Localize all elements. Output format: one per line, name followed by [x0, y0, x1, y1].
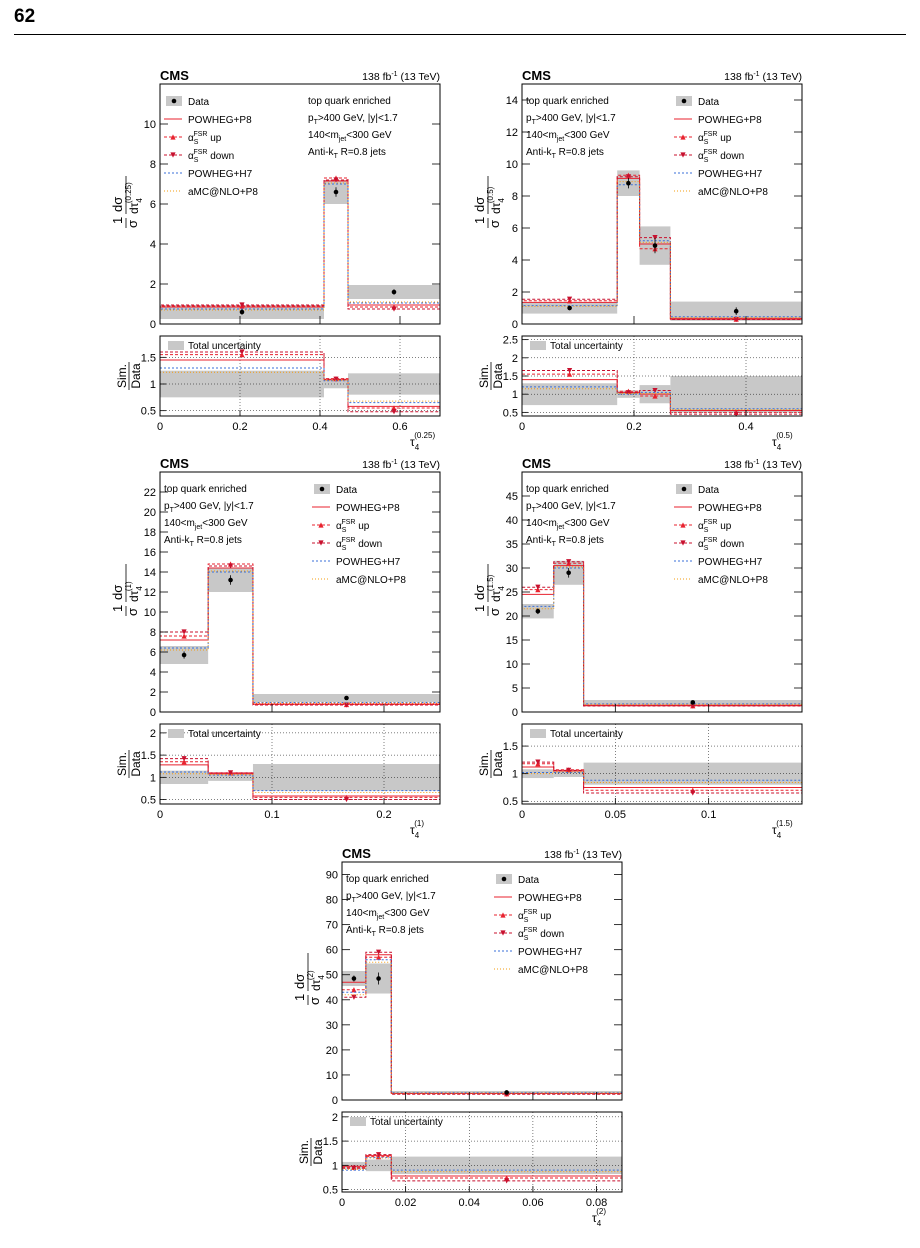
data-point — [344, 696, 349, 701]
ratio-y-label-num: Sim. — [477, 752, 491, 776]
x-tick-label: 0.4 — [312, 421, 328, 433]
legend-label: aMC@NLO+P8 — [188, 187, 258, 198]
data-point — [240, 310, 245, 315]
fig-tau4-025 — [108, 66, 450, 454]
y-tick-label: 10 — [325, 1069, 338, 1082]
selection-text: Anti-$k_T$ R=0.8 jets — [346, 925, 424, 938]
y-tick-label: 2 — [149, 279, 156, 291]
x-tick-label: 0 — [518, 421, 526, 433]
y-tick-label: 0 — [149, 707, 156, 719]
ratio-y-label-den: Data — [491, 363, 505, 389]
ratio-y-tick-label: 1 — [511, 389, 518, 402]
x-tick-label: 0.2 — [626, 421, 642, 433]
selection-text: $p_T>400$ GeV, |y|<1.7 — [164, 501, 254, 514]
y-axis-label-sigma: σ — [487, 607, 502, 616]
y-axis-label-num: dσ — [472, 196, 487, 212]
y-axis-label — [110, 564, 144, 616]
x-tick-label: 0.1 — [701, 809, 717, 821]
selection-text: Anti-$k_T$ R=0.8 jets — [164, 535, 242, 548]
legend-label: POWHEG+P8 — [336, 503, 400, 514]
legend-label: POWHEG+H7 — [518, 947, 583, 958]
y-tick-label: 12 — [505, 127, 518, 139]
legend-label: POWHEG+H7 — [698, 169, 763, 180]
y-tick-label: 6 — [149, 647, 156, 659]
x-tick-label: 0 — [338, 1197, 346, 1209]
legend-label: $\alpha_SFSR$ up — [336, 519, 370, 534]
ratio-y-tick-label: 1.5 — [322, 1136, 338, 1149]
y-axis-label-den: $d\tau_4(1)$ — [124, 581, 144, 602]
selection-text: $140<m_{jet}<300$ GeV — [346, 908, 430, 921]
y-axis-label-num: dσ — [110, 196, 125, 212]
x-axis-label: $\tau_4(2)$ — [592, 1207, 606, 1228]
lumi-label: 138 $fb^{-1}$ (13 TeV) — [724, 71, 802, 83]
y-tick-label: 8 — [511, 191, 518, 203]
ratio-y-tick-label: 1 — [511, 768, 518, 781]
sim-series-line — [160, 184, 440, 324]
ratio-y-axis-label — [477, 750, 505, 778]
legend-data-marker — [682, 99, 687, 104]
legend-label: Data — [698, 485, 720, 496]
ratio-uncertainty-band — [584, 763, 802, 785]
sim-series-line — [522, 567, 802, 712]
y-tick-label: 0 — [511, 707, 518, 719]
data-point — [334, 190, 339, 195]
data-point — [392, 290, 397, 295]
legend-label: POWHEG+P8 — [518, 893, 582, 904]
selection-text: $p_T>400$ GeV, |y|<1.7 — [346, 891, 436, 904]
ratio-y-tick-label: 1.5 — [140, 750, 156, 763]
sim-series-line — [160, 566, 440, 712]
cms-label: CMS — [342, 846, 371, 861]
y-tick-label: 5 — [511, 683, 518, 695]
data-point — [182, 653, 187, 658]
ratio-y-axis-label — [115, 750, 143, 778]
data-point — [228, 578, 233, 583]
ratio-legend-swatch — [530, 729, 546, 738]
legend-label: Data — [336, 485, 358, 496]
legend-data-marker — [502, 877, 507, 882]
ratio-y-label-den: Data — [491, 751, 505, 777]
y-tick-label: 2 — [511, 287, 518, 299]
y-axis-label — [292, 953, 326, 1005]
x-tick-label: 0.2 — [376, 809, 392, 821]
legend-label: aMC@NLO+P8 — [698, 575, 768, 586]
y-axis-label-sigma: σ — [125, 219, 140, 228]
ratio-legend-swatch — [530, 341, 546, 350]
y-tick-label: 10 — [143, 607, 156, 619]
legend-label: POWHEG+P8 — [698, 503, 762, 514]
selection-text: $p_T>400$ GeV, |y|<1.7 — [526, 501, 616, 514]
data-point — [691, 700, 696, 705]
x-tick-label: 0.1 — [264, 809, 280, 821]
y-tick-label: 90 — [325, 869, 338, 882]
y-axis-label-num: dσ — [472, 584, 487, 600]
y-tick-label: 25 — [505, 587, 518, 599]
y-tick-label: 60 — [325, 944, 338, 957]
ratio-y-tick-label: 0.5 — [322, 1184, 338, 1197]
cms-label: CMS — [522, 456, 551, 471]
legend-label: POWHEG+H7 — [698, 557, 763, 568]
ratio-y-tick-label: 0.5 — [502, 407, 518, 420]
legend-label: Data — [188, 97, 210, 108]
ratio-y-label-num: Sim. — [115, 752, 129, 776]
ratio-legend-swatch — [168, 341, 184, 350]
y-axis-label-num: dσ — [110, 584, 125, 600]
ratio-y-tick-label: 1.5 — [140, 352, 156, 365]
lumi-label: 138 $fb^{-1}$ (13 TeV) — [362, 459, 440, 471]
ratio-y-label-den: Data — [129, 363, 143, 389]
legend-data-marker — [320, 487, 325, 492]
x-tick-label: 0.05 — [604, 809, 627, 821]
legend-label: $\alpha_SFSR$ down — [336, 537, 383, 552]
legend-label: $\alpha_SFSR$ down — [518, 927, 565, 942]
sim-series-line — [522, 568, 802, 712]
y-axis-label-sigma: σ — [487, 219, 502, 228]
x-axis-label: $\tau_4(1.5)$ — [772, 819, 793, 840]
x-tick-label: 0.6 — [392, 421, 408, 433]
x-tick-label: 0.04 — [458, 1197, 480, 1209]
data-point — [567, 306, 572, 311]
y-tick-label: 15 — [505, 635, 518, 647]
data-point — [376, 976, 381, 981]
ratio-y-axis-label — [115, 362, 143, 390]
y-axis-label — [472, 176, 506, 228]
y-tick-label: 2 — [149, 687, 156, 699]
ratio-y-tick-label: 2.5 — [502, 334, 518, 347]
data-point — [653, 243, 658, 248]
data-point — [536, 609, 541, 614]
data-point — [626, 181, 631, 186]
data-point — [566, 571, 571, 576]
y-tick-label: 0 — [149, 319, 156, 331]
ratio-y-tick-label: 1 — [331, 1160, 338, 1173]
y-tick-label: 14 — [505, 95, 518, 107]
legend-label: $\alpha_SFSR$ down — [698, 149, 745, 164]
ratio-series-marker — [690, 790, 695, 795]
ratio-y-axis-label — [297, 1138, 325, 1166]
y-axis-label-den: $d\tau_4(0.5)$ — [486, 186, 506, 214]
y-axis-label — [472, 564, 506, 616]
legend-label: aMC@NLO+P8 — [336, 575, 406, 586]
y-tick-label: 16 — [143, 547, 156, 559]
y-axis-label-sigma: σ — [307, 996, 322, 1005]
cms-label: CMS — [160, 456, 189, 471]
lumi-label: 138 $fb^{-1}$ (13 TeV) — [544, 849, 622, 861]
data-point — [734, 309, 739, 314]
ratio-legend-label: Total uncertainty — [550, 729, 623, 740]
y-tick-label: 22 — [143, 487, 156, 499]
lumi-label: 138 $fb^{-1}$ (13 TeV) — [724, 459, 802, 471]
y-axis-label-num: dσ — [292, 973, 307, 989]
ratio-legend-label: Total uncertainty — [188, 729, 261, 740]
sim-series-line — [160, 572, 440, 712]
legend-label: POWHEG+H7 — [336, 557, 401, 568]
y-tick-label: 0 — [331, 1095, 338, 1107]
y-tick-label: 0 — [511, 319, 518, 331]
y-tick-label: 30 — [325, 1019, 338, 1032]
header-rule — [14, 34, 906, 35]
legend-label: POWHEG+P8 — [698, 115, 762, 126]
y-tick-label: 6 — [511, 223, 518, 235]
legend-label: POWHEG+P8 — [188, 115, 252, 126]
legend-label: $\alpha_SFSR$ up — [518, 909, 552, 924]
y-axis-label-den: $d\tau_4(2)$ — [306, 970, 326, 991]
y-tick-label: 6 — [149, 199, 156, 211]
y-tick-label: 18 — [143, 527, 156, 539]
legend-label: $\alpha_SFSR$ up — [698, 131, 732, 146]
fig-tau4-05 — [470, 66, 812, 454]
selection-text: top quark enriched — [164, 484, 247, 495]
legend-label: Data — [698, 97, 720, 108]
ratio-y-label-num: Sim. — [477, 364, 491, 388]
ratio-y-tick-label: 0.5 — [502, 796, 518, 809]
y-tick-label: 50 — [325, 969, 338, 982]
ratio-y-label-num: Sim. — [297, 1140, 311, 1164]
ratio-y-tick-label: 0.5 — [140, 405, 156, 418]
ratio-legend-swatch — [350, 1117, 366, 1126]
lumi-label: 138 $fb^{-1}$ (13 TeV) — [362, 71, 440, 83]
legend-data-marker — [682, 487, 687, 492]
selection-text: top quark enriched — [308, 96, 391, 107]
y-axis-label-sigma: σ — [125, 607, 140, 616]
selection-text: Anti-$k_T$ R=0.8 jets — [308, 147, 386, 160]
x-axis-label: $\tau_4(0.25)$ — [410, 431, 436, 452]
y-axis-label-frac: 1 — [472, 604, 487, 612]
ratio-y-tick-label: 2 — [331, 1111, 338, 1124]
fig-tau4-2 — [290, 844, 632, 1228]
cms-label: CMS — [522, 68, 551, 83]
selection-text: $140<m_{jet}<300$ GeV — [308, 130, 392, 143]
selection-text: top quark enriched — [526, 484, 609, 495]
selection-text: $140<m_{jet}<300$ GeV — [526, 130, 610, 143]
selection-text: $140<m_{jet}<300$ GeV — [526, 518, 610, 531]
x-tick-label: 0.02 — [394, 1197, 417, 1209]
y-tick-label: 4 — [149, 667, 156, 679]
ratio-y-tick-label: 2 — [149, 727, 156, 740]
ratio-y-tick-label: 2 — [511, 352, 518, 365]
selection-text: Anti-$k_T$ R=0.8 jets — [526, 535, 604, 548]
sim-series-line — [160, 568, 440, 712]
x-tick-label: 0.4 — [738, 421, 754, 433]
y-axis-label-frac: 1 — [110, 604, 125, 612]
y-tick-label: 20 — [505, 611, 518, 623]
fig-tau4-15 — [470, 454, 812, 844]
x-tick-label: 0.08 — [585, 1197, 608, 1209]
ratio-legend-label: Total uncertainty — [550, 341, 623, 352]
y-tick-label: 10 — [505, 159, 518, 171]
y-axis-label-frac: 1 — [472, 216, 487, 224]
legend-label: aMC@NLO+P8 — [698, 187, 768, 198]
y-tick-label: 12 — [143, 587, 156, 599]
x-tick-label: 0 — [156, 809, 164, 821]
ratio-y-label-num: Sim. — [115, 364, 129, 388]
ratio-y-label-den: Data — [311, 1139, 325, 1165]
x-axis-label: $\tau_4(1)$ — [410, 819, 424, 840]
legend-label: $\alpha_SFSR$ up — [698, 519, 732, 534]
ratio-y-tick-label: 1.5 — [502, 741, 518, 754]
y-tick-label: 4 — [511, 255, 518, 267]
x-tick-label: 0.2 — [232, 421, 248, 433]
legend-label: $\alpha_SFSR$ down — [188, 149, 235, 164]
data-point — [504, 1090, 509, 1095]
y-tick-label: 20 — [325, 1044, 338, 1057]
legend-data-marker — [172, 99, 177, 104]
legend-label: $\alpha_SFSR$ down — [698, 537, 745, 552]
y-tick-label: 10 — [505, 659, 518, 671]
legend-label: aMC@NLO+P8 — [518, 965, 588, 976]
x-tick-label: 0 — [518, 809, 526, 821]
sim-series-line — [522, 566, 802, 712]
x-tick-label: 0 — [156, 421, 164, 433]
selection-text: $p_T>400$ GeV, |y|<1.7 — [308, 113, 398, 126]
selection-text: Anti-$k_T$ R=0.8 jets — [526, 147, 604, 160]
legend-label: Data — [518, 875, 540, 886]
ratio-y-tick-label: 0.5 — [140, 794, 156, 807]
ratio-y-axis-label — [477, 362, 505, 390]
ratio-legend-label: Total uncertainty — [188, 341, 261, 352]
y-axis-label — [110, 176, 144, 228]
legend-label: POWHEG+H7 — [188, 169, 253, 180]
data-point — [352, 976, 357, 981]
ratio-y-tick-label: 1 — [149, 379, 156, 391]
legend-label: $\alpha_SFSR$ up — [188, 131, 222, 146]
y-tick-label: 4 — [149, 239, 156, 251]
ratio-y-label-den: Data — [129, 751, 143, 777]
selection-text: top quark enriched — [346, 874, 429, 885]
sim-series-line — [160, 571, 440, 712]
y-tick-label: 70 — [325, 919, 338, 932]
y-tick-label: 20 — [143, 507, 156, 519]
x-axis-label: $\tau_4(0.5)$ — [772, 431, 793, 452]
figure-caption — [20, 1220, 900, 1248]
fig-tau4-1 — [108, 454, 450, 844]
sim-series-line — [160, 564, 440, 712]
y-tick-label: 14 — [143, 567, 156, 579]
y-axis-label-frac: 1 — [292, 993, 307, 1001]
y-axis-label-frac: 1 — [110, 216, 125, 224]
x-tick-label: 0.06 — [522, 1197, 544, 1209]
y-tick-label: 40 — [325, 994, 338, 1007]
selection-text: $140<m_{jet}<300$ GeV — [164, 518, 248, 531]
selection-text: $p_T>400$ GeV, |y|<1.7 — [526, 113, 616, 126]
y-tick-label: 40 — [505, 515, 518, 527]
ratio-y-tick-label: 1 — [149, 772, 156, 785]
selection-text: top quark enriched — [526, 96, 609, 107]
page-number: 62 — [14, 6, 36, 27]
ratio-legend-swatch — [168, 729, 184, 738]
y-tick-label: 35 — [505, 539, 518, 551]
y-axis-label-den: $d\tau_4(0.25)$ — [124, 182, 144, 214]
y-tick-label: 8 — [149, 627, 156, 639]
y-tick-label: 10 — [143, 119, 156, 131]
y-tick-label: 30 — [505, 563, 518, 575]
y-tick-label: 80 — [325, 894, 338, 907]
y-tick-label: 45 — [505, 491, 518, 503]
y-axis-label-den: $d\tau_4(1.5)$ — [486, 574, 506, 602]
y-tick-label: 8 — [149, 159, 156, 171]
cms-label: CMS — [160, 68, 189, 83]
ratio-legend-label: Total uncertainty — [370, 1117, 443, 1128]
ratio-y-tick-label: 1.5 — [502, 371, 518, 383]
